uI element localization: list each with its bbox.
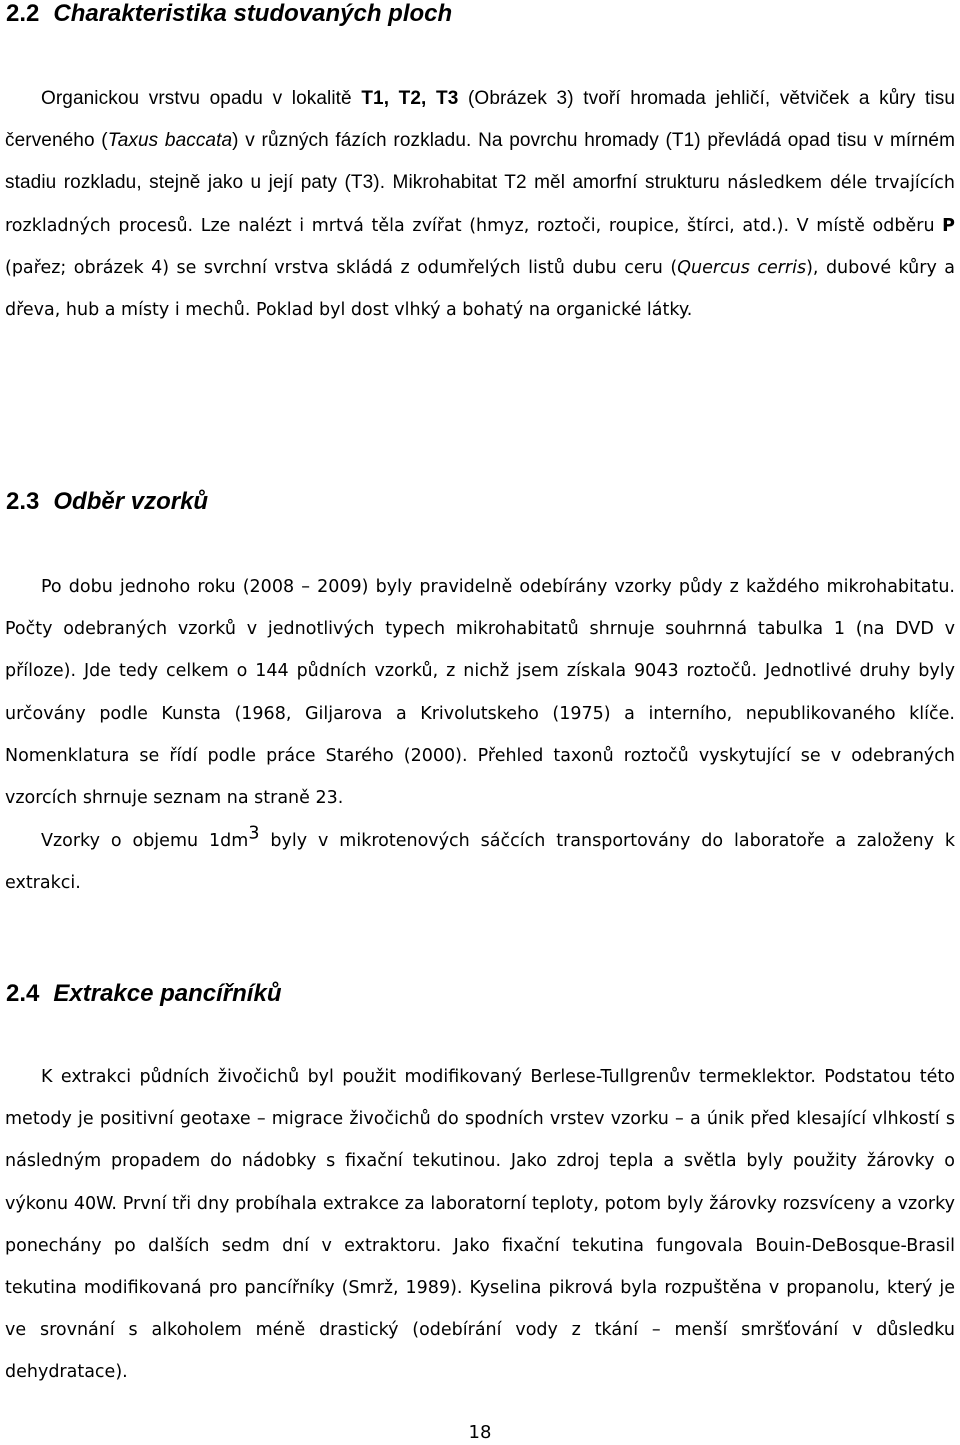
species-name: Quercus cerris bbox=[677, 257, 807, 278]
text-run: (Obrázek 3) tvoří hromada jehličí, větviček a kůry tisu červeného ( bbox=[5, 88, 955, 152]
paragraph-transport bbox=[5, 820, 955, 904]
section-heading-2-3 bbox=[6, 488, 208, 516]
paragraph-sampling bbox=[5, 566, 955, 819]
text-run: (pařez; obrázek 4) se svrchní vrstva skládá z odumřelých listů dubu ceru ( bbox=[5, 257, 678, 278]
section-heading-2-4 bbox=[6, 980, 281, 1008]
paragraph-extraction bbox=[5, 1056, 955, 1394]
text-run: Vzorky o objemu 1dm bbox=[41, 831, 249, 851]
text-run: K extrakci půdních živočichů byl použit modifikovaný Berlese-Tullgrenův termeklektor. Podstatou této metody je positivní geotaxe – migrace živočichů do spodních vrstev vzorku – a únik před klesající vlhkostí s následným propadem do nádobky s fixační tekutinou. Jako zdroj tepla a světla byly použity žárovky o výkonu 40W. První tři dny probíhala extrakce za laboratorní teploty, potom byly žárovky rozsvíceny a vzorky ponechány po dalších sedm dní v extraktoru. Jako fixační tekutina fungovala Bouin-DeBosque-Brasil tekutina modifikovaná pro pancířníky (Smrž, 1989). Kyselina pikrová byla rozpuštěna v propanolu, který je ve srovnání s alkoholem méně drastický (odebírání vody z tkání – menší smršťování v důsledku dehydratace). bbox=[5, 1067, 955, 1383]
text-run: ), dubové kůry a dřeva, hub a místy i mechů. Poklad byl dost vlhký a bohatý na organické látky. bbox=[5, 257, 955, 321]
text-run: ) v různých fázích rozkladu. Na povrchu hromady (T1) převládá opad tisu v mírném stadiu rozkladu, stejně jako u její paty (T3). Mikrohabitat T2 měl amorfní strukturu bbox=[5, 130, 955, 194]
page-number: 18 bbox=[468, 1422, 492, 1443]
section-heading-2-2 bbox=[6, 0, 452, 28]
section-number: 2.3 bbox=[6, 488, 40, 515]
section-title: Odběr vzorků bbox=[53, 488, 209, 515]
text-run: následkem déle trvajících rozkladných procesů. Lze nalézt i mrtvá těla zvířat (hmyz, roztoči, roupice, štírci, atd.). V místě odběru bbox=[5, 173, 955, 236]
superscript: 3 bbox=[248, 823, 260, 844]
text-run: Organickou vrstvu opadu v lokalitě bbox=[41, 88, 362, 109]
text-run: byly v mikrotenových sáčcích transportovány do laboratoře a založeny k extrakci. bbox=[5, 831, 955, 894]
text-run: Po dobu jednoho roku (2008 – 2009) byly pravidelně odebírány vzorky půdy z každého mikrohabitatu. Počty odebraných vzorků v jednotlivých typech mikrohabitatů shrnuje souhrnná tabulka 1 (na DVD v příloze). Jde tedy celkem o 144 půdních vzorků, z nichž jsem získala 9043 roztočů. Jednotlivé druhy byly určovány podle Kunsta (1968, Giljarova a Krivolutskeho (1975) a interního, nepublikovaného klíče. Nomenklatura se řídí podle práce Starého (2000). Přehled taxonů roztočů vyskytující se v odebraných vzorcích shrnuje seznam na straně 23. bbox=[5, 577, 955, 809]
section-title: Extrakce pancířníků bbox=[53, 980, 282, 1007]
section-number: 2.4 bbox=[6, 980, 40, 1007]
section-number: 2.2 bbox=[6, 0, 40, 27]
species-name: Taxus baccata bbox=[107, 130, 233, 152]
section-title: Charakteristika studovaných ploch bbox=[53, 0, 453, 27]
paragraph-habitat-description bbox=[5, 78, 955, 331]
locality-codes: T1, T2, T3 bbox=[361, 88, 459, 109]
locality-code: P bbox=[942, 215, 955, 236]
